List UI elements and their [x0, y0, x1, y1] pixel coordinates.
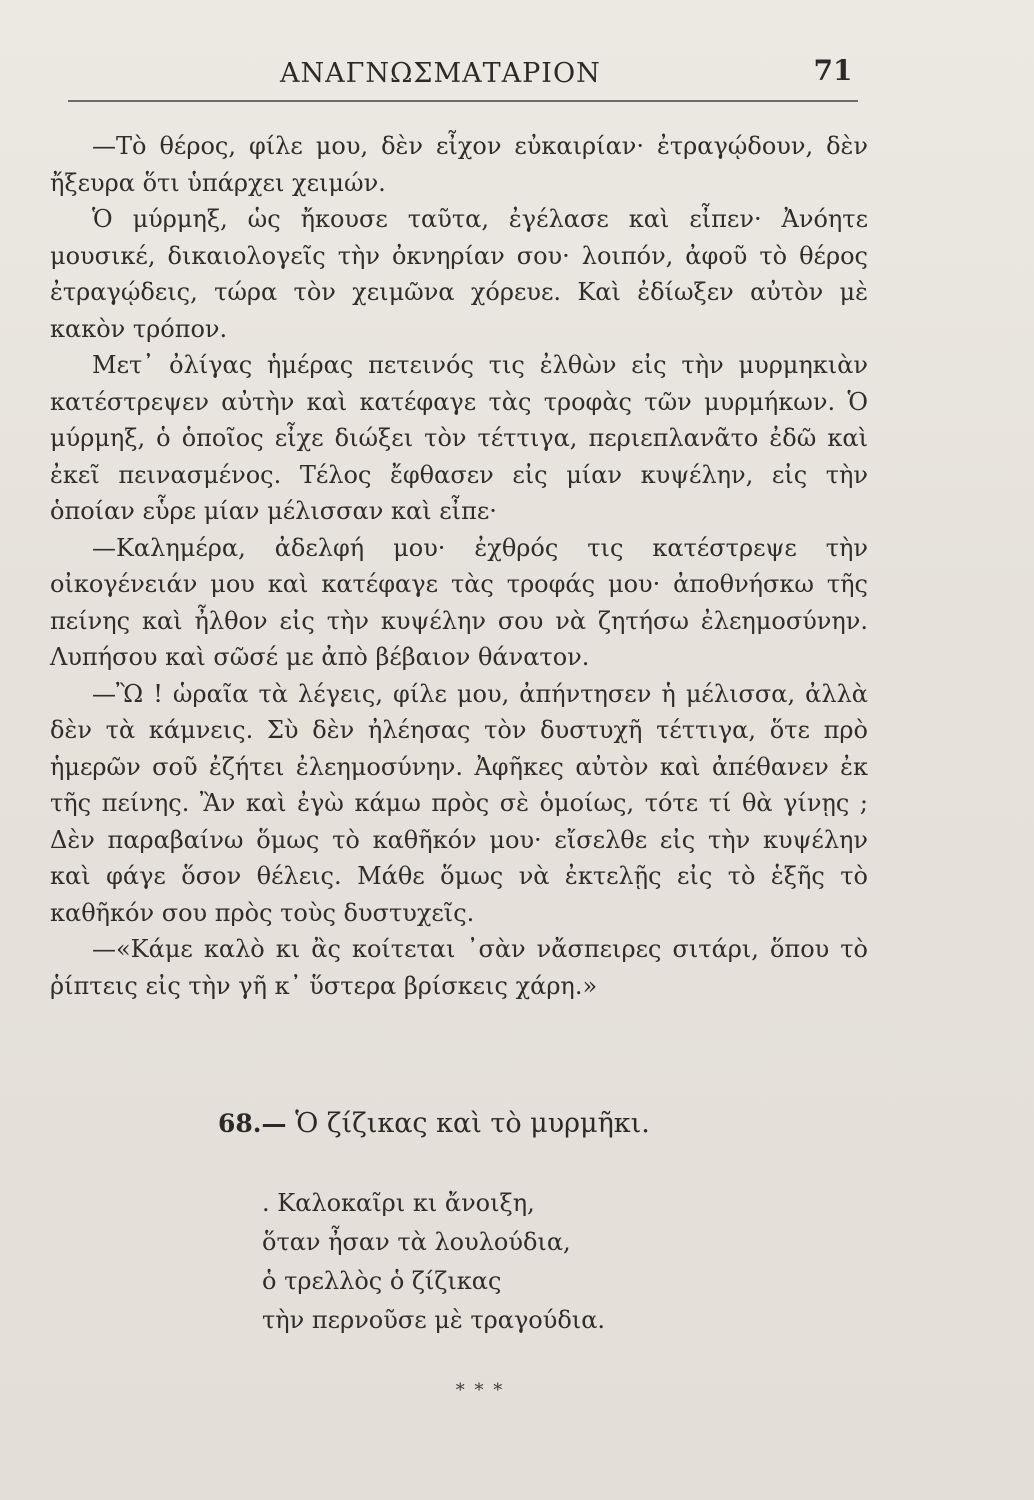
running-header-title: ΑΝΑΓΝΩΣΜΑΤΑΡΙΟΝ: [280, 58, 601, 89]
section-ornament: * * *: [455, 1380, 505, 1401]
paragraph: Ὁ μύρμηξ, ὡς ἤκουσε ταῦτα, ἐγέλασε καὶ εἶπεν· Ἀνόητε μουσικέ, δικαιολογεῖς τὴν ὀκνηρίαν σου· λοιπόν, ἀφοῦ τὸ θέρος ἐτραγῴδεις, τώρα τὸν χειμῶνα χόρευε. Καὶ ἐδίωξεν αὐτὸν μὲ κακὸν τρόπον.: [50, 205, 868, 343]
section-heading: [218, 1108, 778, 1139]
poem-line: ὅταν ἦσαν τὰ λουλούδια,: [262, 1228, 571, 1256]
poem-line: τὴν περνοῦσε μὲ τραγούδια.: [262, 1306, 606, 1334]
poem-line: . Καλοκαῖρι κι ἄνοιξη,: [262, 1189, 535, 1217]
section-number: 68.—: [218, 1109, 287, 1138]
paragraph: —Καλημέρα, ἀδελφή μου· ἐχθρός τις κατέστρεψε τὴν οἰκογένειάν μου καὶ κατέφαγε τὰς τροφάς μου· ἀποθνήσκω τῆς πείνης καὶ ἦλθον εἰς τὴν κυψέλην σου νὰ ζητήσω ἐλεημοσύνην. Λυπήσου καὶ σῶσέ με ἀπὸ βέβαιον θάνατον.: [50, 533, 868, 671]
poem-line: ὁ τρελλὸς ὁ ζίζικας: [262, 1267, 502, 1295]
paragraph: —Ὢ ! ὡραῖα τὰ λέγεις, φίλε μου, ἀπήντησεν ἡ μέλισσα, ἀλλὰ δὲν τὰ κάμνεις. Σὺ δὲν ἠλέησας τὸν δυστυχῆ τέττιγα, ὅτε πρὸ ἡμερῶν σοῦ ἐζήτει ἐλεημοσύνην. Ἀφῆκες αὐτὸν καὶ ἀπέθανεν ἐκ τῆς πείνης. Ἂν καὶ ἐγὼ κάμω πρὸς σὲ ὁμοίως, τότε τί θὰ γίνῃς ; Δὲν παραβαίνω ὅμως τὸ καθῆκόν μου· εἴσελθε εἰς τὴν κυψέλην καὶ φάγε ὅσον θέλεις. Μάθε ὅμως νὰ ἐκτελῇς εἰς τὸ ἑξῆς τὸ καθῆκόν σου πρὸς τοὺς δυστυχεῖς.: [50, 679, 868, 927]
proverb-paragraph: —«Κάμε καλὸ κι ἂς κοίτεται ᾽σὰν νἄσπειρες σιτάρι, ὅπου τὸ ῥίπτεις εἰς τὴν γῆ κ᾽ ὕστερα βρίσκεις χάρη.»: [50, 935, 868, 1000]
poem: [262, 1184, 742, 1340]
paragraph: Μετ᾽ ὀλίγας ἡμέρας πετεινός τις ἐλθὼν εἰς τὴν μυρμηκιὰν κατέστρεψεν αὐτὴν καὶ κατέφαγε τὰς τροφὰς τῶν μυρμήκων. Ὁ μύρμηξ, ὁ ὁποῖος εἶχε διώξει τὸν τέττιγα, περιεπλανᾶτο ἐδῶ καὶ ἐκεῖ πεινασμένος. Τέλος ἔφθασεν εἰς μίαν κυψέλην, εἰς τὴν ὁποίαν εὗρε μίαν μέλισσαν καὶ εἶπε·: [50, 351, 868, 525]
paragraph: —Τὸ θέρος, φίλε μου, δὲν εἶχον εὐκαιρίαν· ἐτραγῴδουν, δὲν ἤξευρα ὅτι ὑπάρχει χειμών.: [50, 132, 868, 197]
story-text: [50, 128, 868, 1004]
page-number: 71: [813, 54, 853, 87]
header-rule: [68, 100, 858, 102]
section-title: Ὁ ζίζικας καὶ τὸ μυρμῆκι.: [295, 1108, 650, 1139]
